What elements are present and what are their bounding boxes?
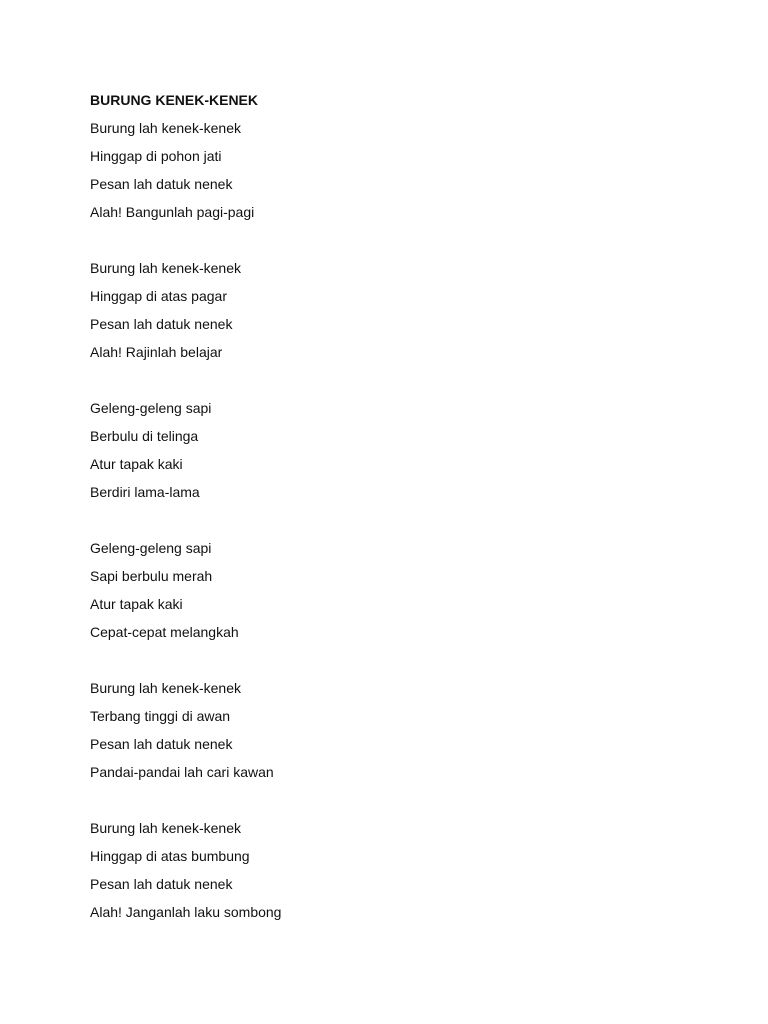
stanza-3 — [90, 394, 690, 506]
document-title: BURUNG KENEK-KENEK — [90, 92, 259, 108]
stanza-line: Hinggap di atas pagar — [90, 288, 227, 304]
stanza-line: Pesan lah datuk nenek — [90, 876, 233, 892]
stanza-line: Sapi berbulu merah — [90, 568, 213, 584]
stanza-line: Geleng-geleng sapi — [90, 540, 212, 556]
stanza-line: Pesan lah datuk nenek — [90, 316, 233, 332]
stanza-line: Alah! Bangunlah pagi-pagi — [90, 204, 255, 220]
stanza-line: Geleng-geleng sapi — [90, 400, 212, 416]
document-page — [90, 86, 690, 926]
stanza-line: Hinggap di atas bumbung — [90, 848, 250, 864]
stanza-line: Alah! Janganlah laku sombong — [90, 904, 282, 920]
stanza-line: Burung lah kenek-kenek — [90, 120, 241, 136]
stanza-6 — [90, 814, 690, 926]
stanza-line: Alah! Rajinlah belajar — [90, 344, 223, 360]
stanza-line: Burung lah kenek-kenek — [90, 260, 241, 276]
stanza-4 — [90, 534, 690, 646]
stanza-1 — [90, 114, 690, 226]
stanza-line: Berbulu di telinga — [90, 428, 199, 444]
stanza-line: Burung lah kenek-kenek — [90, 820, 241, 836]
stanza-line: Pesan lah datuk nenek — [90, 176, 233, 192]
stanza-line: Berdiri lama-lama — [90, 484, 200, 500]
stanza-line: Hinggap di pohon jati — [90, 148, 222, 164]
stanza-line: Burung lah kenek-kenek — [90, 680, 241, 696]
stanza-line: Pesan lah datuk nenek — [90, 736, 233, 752]
stanza-line: Pandai-pandai lah cari kawan — [90, 764, 274, 780]
stanza-line: Terbang tinggi di awan — [90, 708, 231, 724]
stanza-line: Atur tapak kaki — [90, 596, 183, 612]
stanza-line: Atur tapak kaki — [90, 456, 183, 472]
stanza-2 — [90, 254, 690, 366]
stanza-line: Cepat-cepat melangkah — [90, 624, 239, 640]
stanza-5 — [90, 674, 690, 786]
